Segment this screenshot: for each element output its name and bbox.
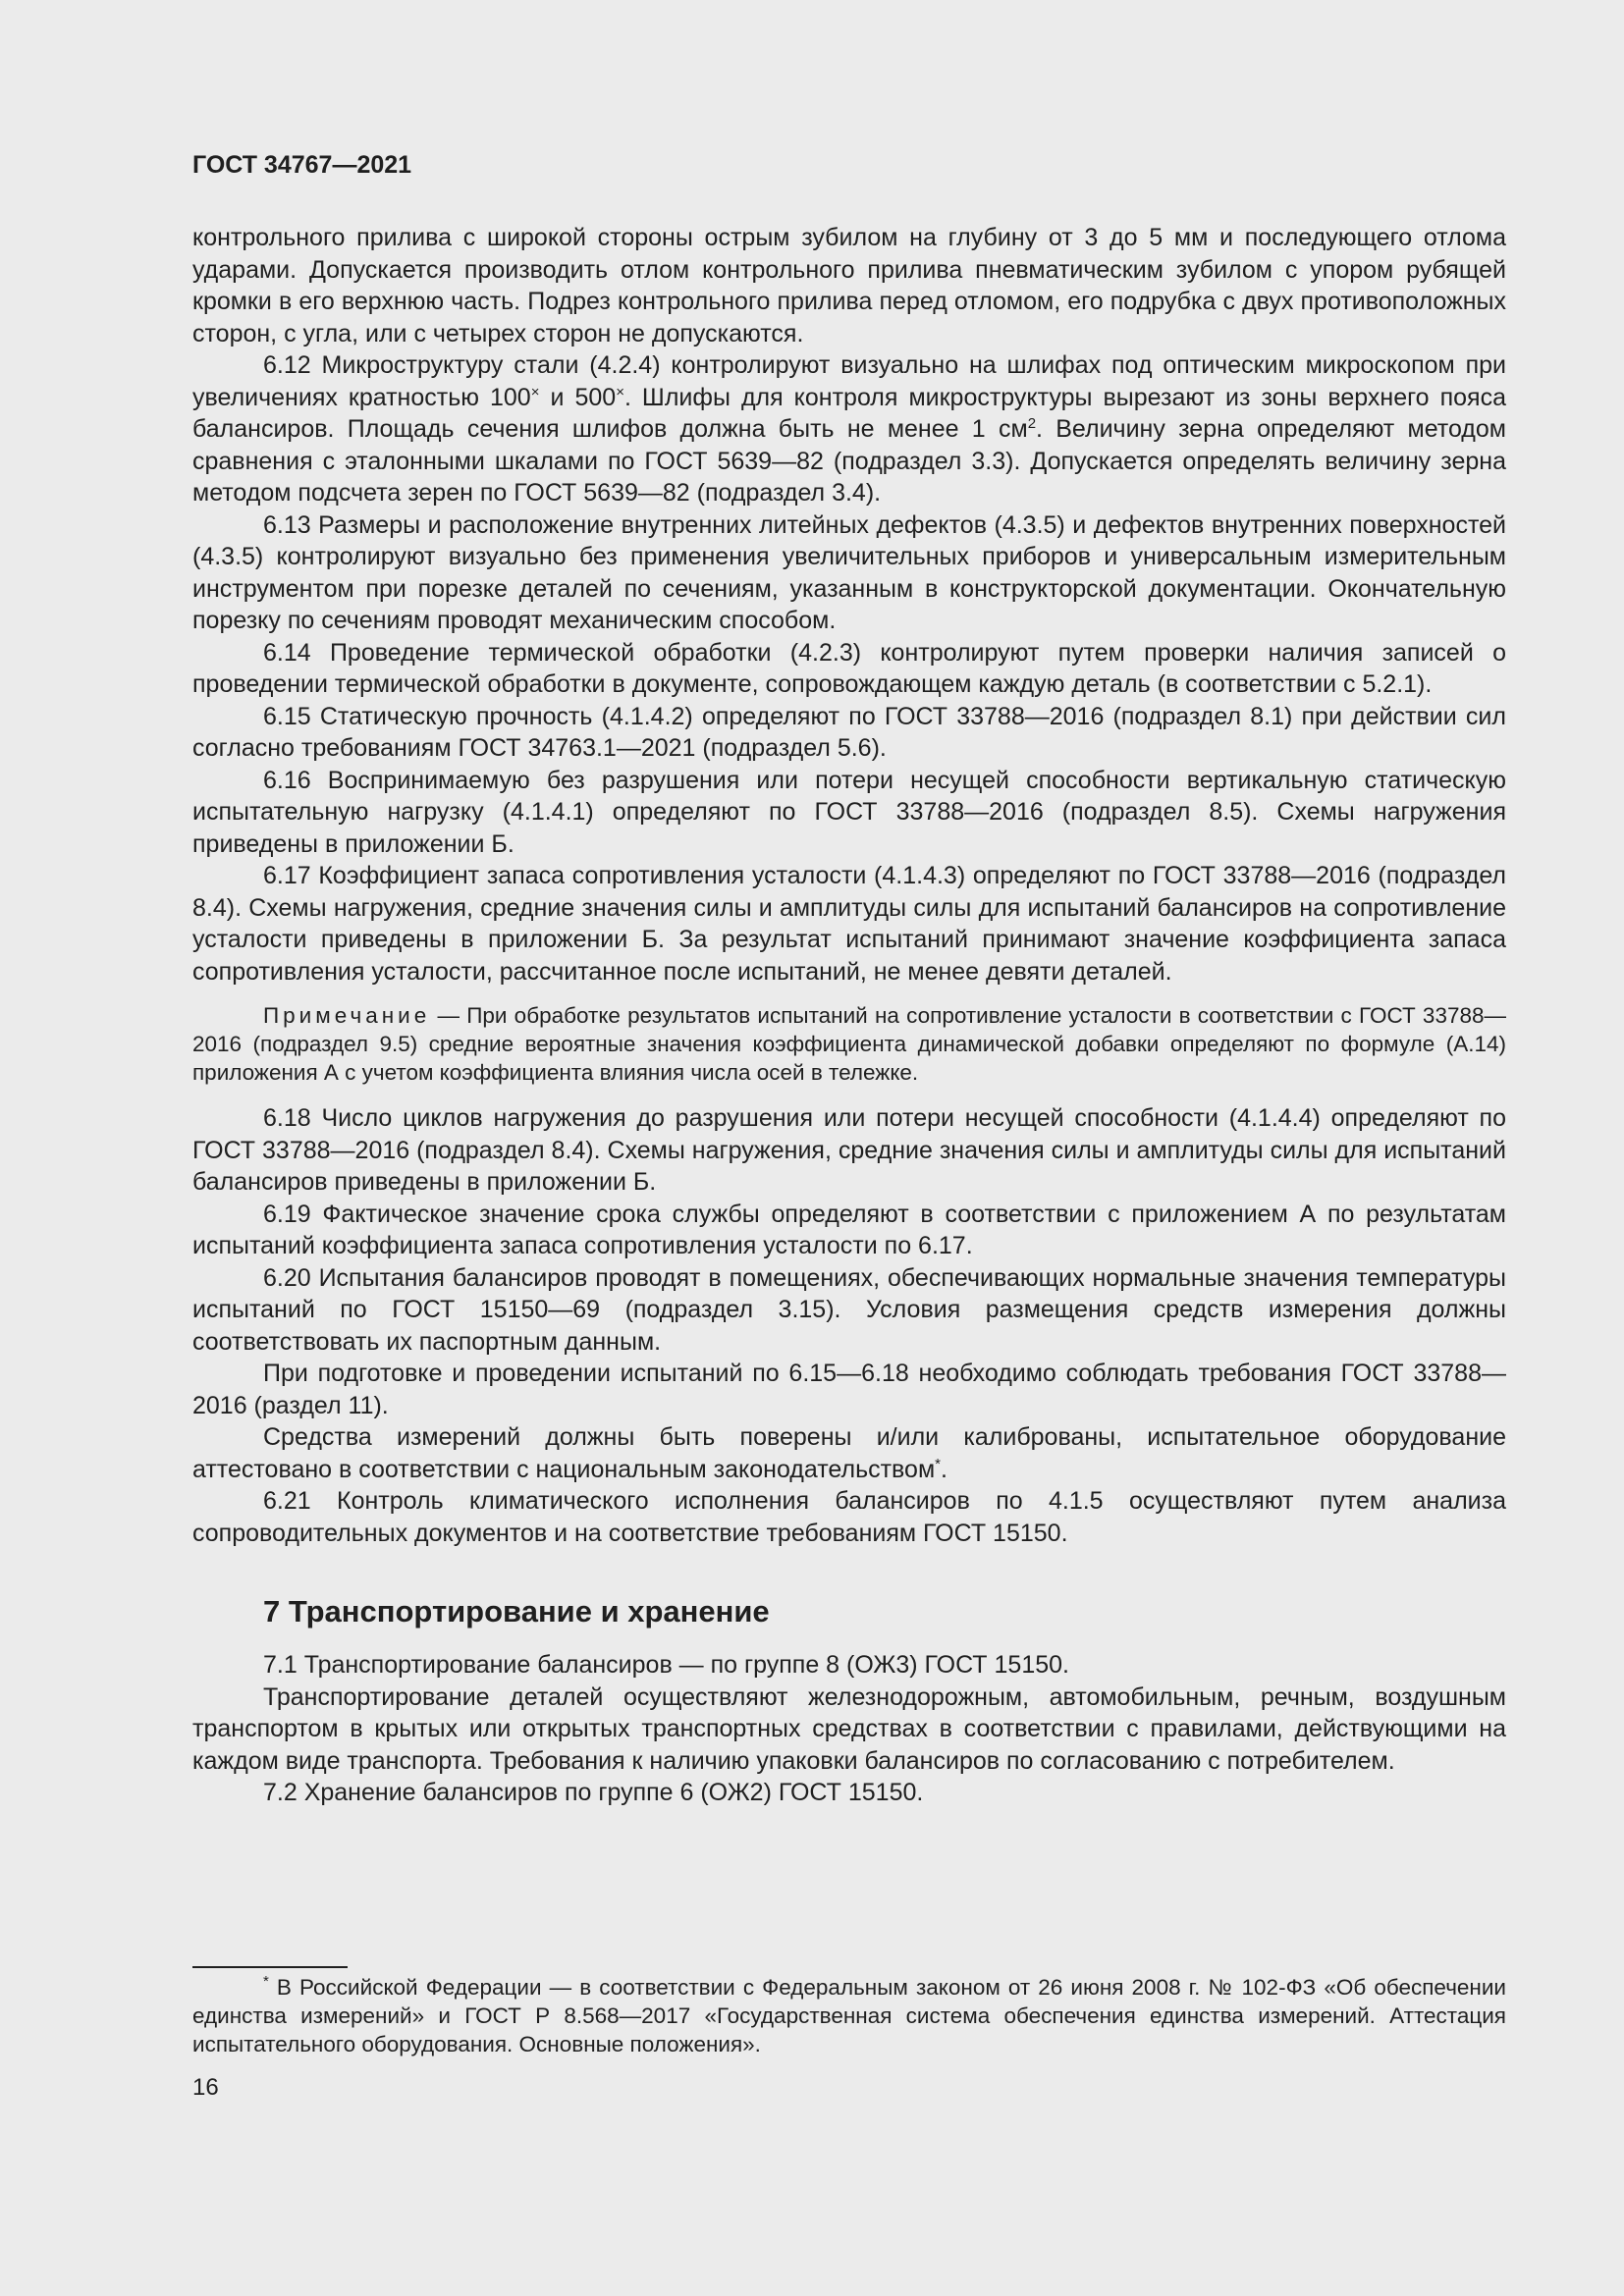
page-number: 16 [192,2074,219,2101]
paragraph-6-20: 6.20 Испытания балансиров проводят в помещениях, обеспечивающих нормальные значения температуры испытаний по ГОСТ 15150—69 (подраздел 3.15). Условия размещения средств измерения должны соответствовать их паспортным данным. [192,1263,1506,1356]
paragraph-6-20-measurements [192,1421,1506,1485]
note-label: Примечание [263,1003,431,1028]
paragraph-6-12 [192,349,1506,509]
footnote-marker: * [263,1973,269,1990]
paragraph-6-16: 6.16 Воспринимаемую без разрушения или потери несущей способности вертикальную статическую испытательную нагрузку (4.1.4.1) определяют по ГОСТ 33788—2016 (подраздел 8.5). Схемы нагружения приведены в приложении Б. [192,766,1506,858]
note-block [192,1001,1506,1087]
paragraph-6-20-measurements-end: . [940,1455,947,1483]
square-exponent: 2 [1027,415,1037,432]
paragraph-6-12-part-2: и 500 [539,383,617,411]
paragraph-6-13: 6.13 Размеры и расположение внутренних литейных дефектов (4.3.5) и дефектов внутренних поверхностей (4.3.5) контролируют визуально без применения увеличительных приборов и универсальным измерительным инструментом при порезке деталей по сечениям, указанным в конструкторской документации. Окончательную порезку по сечениям проводят механическим способом. [192,510,1506,634]
paragraph-6-19: 6.19 Фактическое значение срока службы определяют в соответствии с приложением А по результатам испытаний коэффициента запаса сопротивления усталости по 6.17. [192,1200,1506,1259]
paragraph-6-12-part-1: 6.12 Микроструктуру стали (4.2.4) контролируют визуально на шлифах под оптическим микроскопом при увеличениях кратностью 100 [192,351,1506,411]
paragraph-6-15: 6.15 Статическую прочность (4.1.4.2) определяют по ГОСТ 33788—2016 (подраздел 8.1) при действии сил согласно требованиям ГОСТ 34763.1—2021 (подраздел 5.6). [192,702,1506,762]
note-text: — При обработке результатов испытаний на сопротивление усталости в соответствии с ГОСТ 33788—2016 (подраздел 9.5) средние вероятные значения коэффициента динамической добавки определяют по формуле (А.14) приложения А с учетом коэффициента влияния числа осей в тележке. [192,1003,1506,1085]
paragraph-6-14: 6.14 Проведение термической обработки (4.2.3) контролируют путем проверки наличия записей о проведении термической обработки в документе, сопровождающем каждую деталь (в соответствии с 5.2.1). [192,638,1506,698]
page-header-standard-number: ГОСТ 34767—2021 [192,151,412,179]
paragraph-6-12-part-4: . Величину зерна определяют методом сравнения с эталонными шкалами по ГОСТ 5639—82 (подраздел 3.3). Допускается определять величину зерна методом подсчета зерен по ГОСТ 5639—82 (подраздел 3.4). [192,415,1506,507]
section-7-title: 7 Транспортирование и хранение [263,1594,770,1629]
paragraph-7-1: 7.1 Транспортирование балансиров — по группе 8 (ОЖ3) ГОСТ 15150. [263,1651,1069,1679]
magnification-sign-1: × [530,383,540,400]
magnification-sign-2: × [616,383,624,400]
paragraph-6-12-part-3: . Шлифы для контроля микроструктуры вырезают из зоны верхнего пояса балансиров. Площадь сечения шлифов должна быть не менее 1 см [192,383,1506,443]
footnote-divider [192,1966,348,1968]
paragraph-6-17: 6.17 Коэффициент запаса сопротивления усталости (4.1.4.3) определяют по ГОСТ 33788—2016 (подраздел 8.4). Схемы нагружения, средние значения силы и амплитуды силы для испытаний балансиров на сопротивление усталости приведены в приложении Б. За результат испытаний принимают значение коэффициента запаса сопротивления усталости, рассчитанное после испытаний, не менее девяти деталей. [192,862,1506,986]
paragraph-6-18: 6.18 Число циклов нагружения до разрушения или потери несущей способности (4.1.4.4) определяют по ГОСТ 33788—2016 (подраздел 8.4). Схемы нагружения, средние значения силы и амплитуды силы для испытаний балансиров приведены в приложении Б. [192,1104,1506,1196]
footnote-text: В Российской Федерации — в соответствии с Федеральным законом от 26 июня 2008 г. № 102-ФЗ «Об обеспечении единства измерений» и ГОСТ Р 8.568—2017 «Государственная система обеспечения единства измерений. Аттестация испытательного оборудования. Основные положения». [192,1975,1506,2056]
paragraph-6-21: 6.21 Контроль климатического исполнения балансиров по 4.1.5 осуществляют путем анализа сопроводительных документов и на соответствие требованиям ГОСТ 15150. [192,1487,1506,1547]
page-body [192,222,1506,1809]
paragraph-continuation: контрольного прилива с широкой стороны острым зубилом на глубину от 3 до 5 мм и последующего отлома ударами. Допускается производить отлом контрольного прилива пневматическим зубилом с упором рубящей кромки в его верхнюю часть. Подрез контрольного прилива перед отломом, его подрубка с двух противоположных сторон, с угла, или с четырех сторон не допускаются. [192,224,1506,347]
footnote [192,1973,1506,2058]
paragraph-7-1-transport: Транспортирование деталей осуществляют железнодорожным, автомобильным, речным, воздушным транспортом в крытых или открытых транспортных средствах в соответствии с правилами, действующими на каждом виде транспорта. Требования к наличию упаковки балансиров по согласованию с потребителем. [192,1682,1506,1775]
paragraph-7-2: 7.2 Хранение балансиров по группе 6 (ОЖ2) ГОСТ 15150. [263,1779,924,1806]
paragraph-6-20-measurements-text: Средства измерений должны быть поверены и/или калиброваны, испытательное оборудование аттестовано в соответствии с национальным законодательством [192,1423,1506,1483]
footnote-reference: * [935,1455,941,1472]
paragraph-6-20-requirements: При подготовке и проведении испытаний по 6.15—6.18 необходимо соблюдать требования ГОСТ 33788—2016 (раздел 11). [192,1360,1506,1419]
